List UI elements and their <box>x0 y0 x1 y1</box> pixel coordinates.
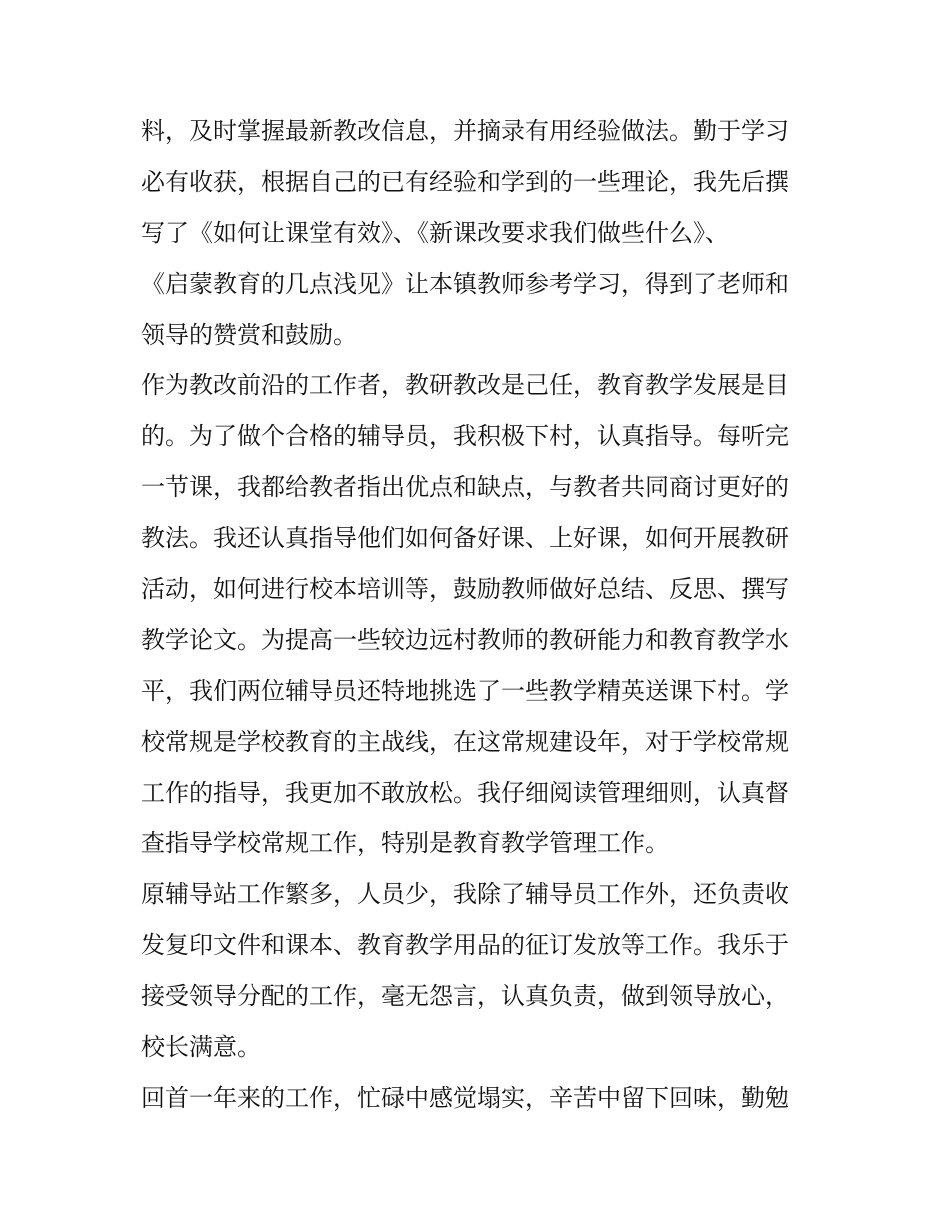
text-line: 领导的赞赏和鼓励。 <box>141 320 357 349</box>
text-line: 校常规是学校教育的主战线，在这常规建设年，对于学校常规 <box>141 727 789 756</box>
text-line: 发复印文件和课本、教育教学用品的征订发放等工作。我乐于 <box>141 931 789 960</box>
text-line: 活动，如何进行校本培训等，鼓励教师做好总结、反思、撰写 <box>141 575 789 604</box>
text-line: 回首一年来的工作，忙碌中感觉塌实，辛苦中留下回味，勤勉 <box>141 1083 789 1112</box>
text-line: 一节课，我都给教者指出优点和缺点，与教者共同商讨更好的 <box>141 473 789 502</box>
text-line: 工作的指导，我更加不敢放松。我仔细阅读管理细则，认真督 <box>141 778 789 807</box>
text-line: 料，及时掌握最新教改信息，并摘录有用经验做法。勤于学习 <box>141 117 789 145</box>
text-line: 原辅导站工作繁多，人员少，我除了辅导员工作外，还负责收 <box>141 880 789 909</box>
body-text <box>141 106 813 1124</box>
text-line: 的。为了做个合格的辅导员，我积极下村，认真指导。每听完 <box>141 422 789 451</box>
text-line: 教学论文。为提高一些较边远村教师的教研能力和教育教学水 <box>141 625 789 654</box>
text-line: 作为教改前沿的工作者，教研教改是己任，教育教学发展是目 <box>141 371 789 400</box>
text-line: 教法。我还认真指导他们如何备好课、上好课，如何开展教研 <box>141 524 789 553</box>
text-line: 平，我们两位辅导员还特地挑选了一些教学精英送课下村。学 <box>141 676 789 705</box>
text-line: 《启蒙教育的几点浅见》让本镇教师参考学习，得到了老师和 <box>141 269 789 298</box>
text-line: 必有收获，根据自己的已有经验和学到的一些理论，我先后撰 <box>141 167 789 196</box>
text-line: 接受领导分配的工作，毫无怨言，认真负责，做到领导放心， <box>141 982 789 1011</box>
text-line: 查指导学校常规工作，特别是教育教学管理工作。 <box>141 829 669 858</box>
text-line: 校长满意。 <box>141 1033 261 1062</box>
text-line: 写了《如何让课堂有效》、《新课改要求我们做些什么》、 <box>141 218 729 247</box>
